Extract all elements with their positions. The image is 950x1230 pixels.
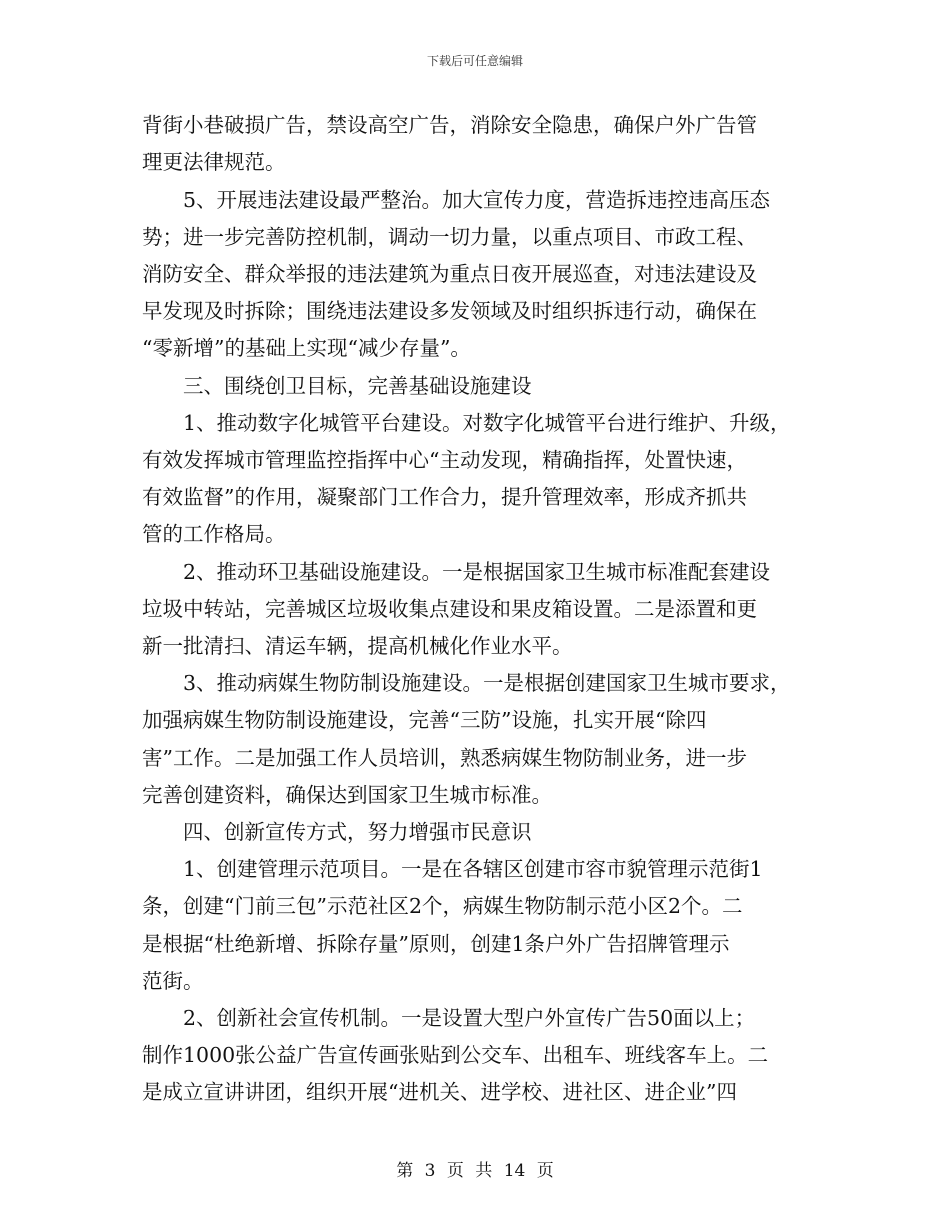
text-line: 有效监督”的作用，凝聚部门工作合力，提升管理效率，形成齐抓共 <box>142 485 747 509</box>
page-number-footer: 第 3 页 共 14 页 <box>396 1161 554 1181</box>
text-line: 理更法律规范。 <box>142 150 286 174</box>
text-line: 2、创新社会宣传机制。一是设置大型户外宣传广告50面以上； <box>142 1006 756 1030</box>
section-heading: 四、创新宣传方式，努力增强市民意识 <box>142 820 532 844</box>
text-line: 是成立宣讲讲团，组织开展“进机关、进学校、进社区、进企业”四 <box>142 1080 737 1104</box>
page-header: 下载后可任意编辑 <box>426 54 523 68</box>
text-line: 3、推动病媒生物防制设施建设。一是根据创建国家卫生城市要求， <box>142 671 791 695</box>
text-line: 早发现及时拆除；围绕违法建设多发领域及时组织拆违行动，确保在 <box>142 299 757 323</box>
text-line: “零新增”的基础上实现“减少存量”。 <box>142 336 471 360</box>
text-line: 背街小巷破损广告，禁设高空广告，消除安全隐患，确保户外广告管 <box>142 113 757 137</box>
text-line: 1、推动数字化城管平台建设。对数字化城管平台进行维护、升级， <box>142 411 791 435</box>
text-line: 管的工作格局。 <box>142 522 286 546</box>
text-line: 制作1000张公益广告宣传画张贴到公交车、出租车、班线客车上。二 <box>142 1043 769 1067</box>
text-line: 垃圾中转站，完善城区垃圾收集点建设和果皮箱设置。二是添置和更 <box>142 597 757 621</box>
text-line: 加强病媒生物防制设施建设，完善“三防”设施，扎实开展“除四 <box>142 708 707 732</box>
section-heading: 三、围绕创卫目标，完善基础设施建设 <box>142 374 532 398</box>
text-line: 5、开展违法建设最严整治。加大宣传力度，营造拆违控违高压态 <box>142 188 771 212</box>
text-line: 条，创建“门前三包”示范社区2个，病媒生物防制示范小区2个。二 <box>142 894 743 918</box>
text-line: 新一批清扫、清运车辆，提高机械化作业水平。 <box>142 634 573 658</box>
text-line: 害”工作。二是加强工作人员培训，熟悉病媒生物防制业务，进一步 <box>142 746 747 770</box>
text-line: 是根据“杜绝新增、拆除存量”原则，创建1条户外广告招牌管理示 <box>142 932 730 956</box>
text-line: 1、创建管理示范项目。一是在各辖区创建市容市貌管理示范街1 <box>142 857 763 881</box>
text-line: 范街。 <box>142 969 204 993</box>
text-line: 消防安全、群众举报的违法建筑为重点日夜开展巡查，对违法建设及 <box>142 262 757 286</box>
text-line: 有效发挥城市管理监控指挥中心“主动发现，精确指挥，处置快速， <box>142 448 747 472</box>
text-line: 2、推动环卫基础设施建设。一是根据国家卫生城市标准配套建设 <box>142 560 771 584</box>
text-line: 势；进一步完善防控机制，调动一切力量，以重点项目、市政工程、 <box>142 225 757 249</box>
text-line: 完善创建资料，确保达到国家卫生城市标准。 <box>142 783 552 807</box>
